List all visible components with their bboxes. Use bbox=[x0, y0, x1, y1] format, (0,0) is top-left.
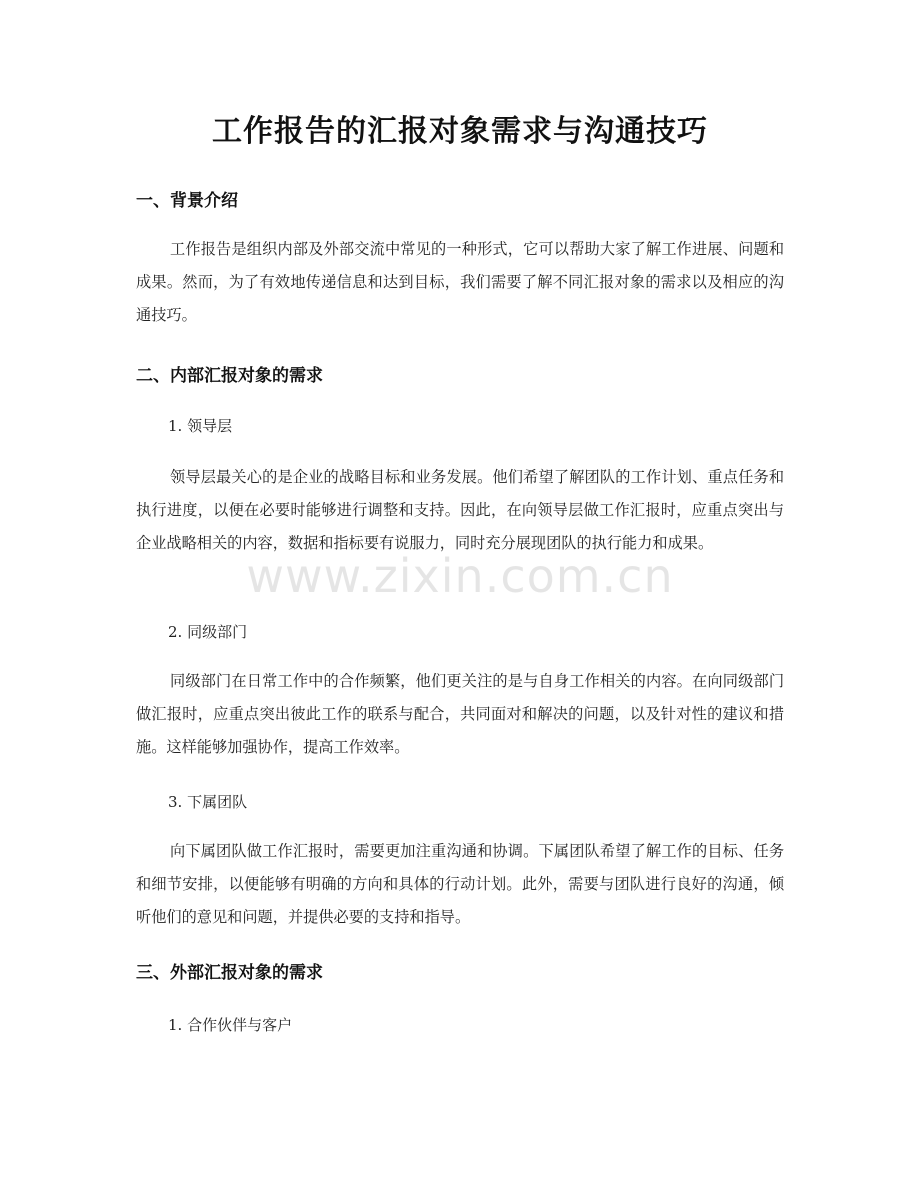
paragraph-peer-departments: 同级部门在日常工作中的合作频繁，他们更关注的是与自身工作相关的内容。在向同级部门做汇报时，应重点突出彼此工作的联系与配合，共同面对和解决的问题，以及针对性的建议和措施。这样能够加强协作，提高工作效率。 bbox=[136, 672, 784, 756]
section-heading-external: 三、外部汇报对象的需求 bbox=[136, 963, 323, 983]
subheading-leadership: 1. 领导层 bbox=[168, 417, 233, 435]
section-heading-internal: 二、内部汇报对象的需求 bbox=[136, 366, 323, 386]
section-heading-background: 一、背景介绍 bbox=[136, 191, 238, 211]
paragraph-leadership: 领导层最关心的是企业的战略目标和业务发展。他们希望了解团队的工作计划、重点任务和执行进度，以便在必要时能够进行调整和支持。因此，在向领导层做工作汇报时，应重点突出与企业战略相关的内容，数据和指标要有说服力，同时充分展现团队的执行能力和成果。 bbox=[136, 468, 784, 552]
subheading-peer-departments: 2. 同级部门 bbox=[168, 623, 248, 641]
subheading-partners-clients: 1. 合作伙伴与客户 bbox=[168, 1016, 293, 1034]
subheading-subordinate-team: 3. 下属团队 bbox=[168, 793, 248, 811]
paragraph-background: 工作报告是组织内部及外部交流中常见的一种形式，它可以帮助大家了解工作进展、问题和成果。然而，为了有效地传递信息和达到目标，我们需要了解不同汇报对象的需求以及相应的沟通技巧。 bbox=[136, 240, 784, 324]
watermark: www.zixin.com.cn bbox=[246, 549, 674, 603]
paragraph-subordinate-team: 向下属团队做工作汇报时，需要更加注重沟通和协调。下属团队希望了解工作的目标、任务和细节安排，以便能够有明确的方向和具体的行动计划。此外，需要与团队进行良好的沟通，倾听他们的意见和问题，并提供必要的支持和指导。 bbox=[136, 842, 784, 926]
document-title: 工作报告的汇报对象需求与沟通技巧 bbox=[212, 114, 708, 149]
